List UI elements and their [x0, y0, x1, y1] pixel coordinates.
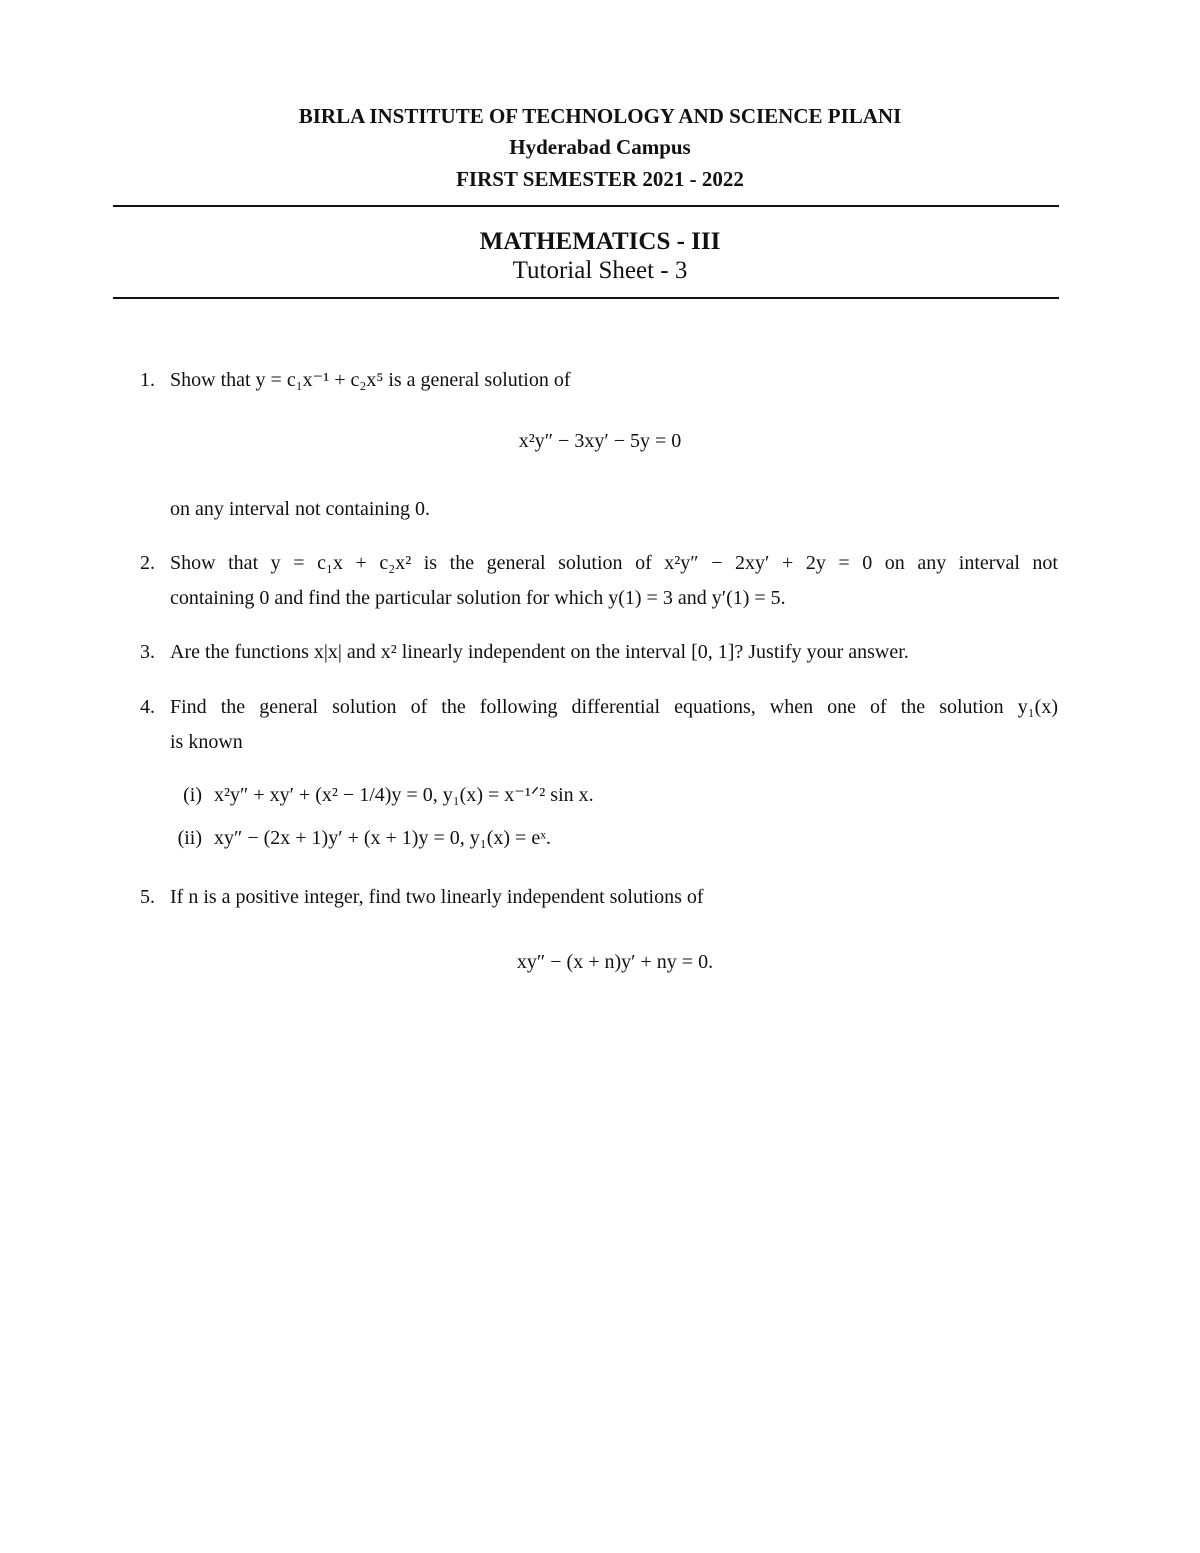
question-text: If n is a positive integer, find two linearly independent solutions of — [170, 886, 704, 908]
semester-label: FIRST SEMESTER 2021 - 2022 — [456, 167, 744, 191]
question-5-equation: xy″ − (x + n)y′ + ny = 0. — [516, 951, 714, 973]
header-divider-top — [113, 205, 1059, 207]
question-1-continuation: on any interval not containing 0. — [170, 498, 430, 520]
question-1 — [140, 363, 1058, 398]
question-4 — [140, 690, 1058, 725]
question-number: 1. — [140, 369, 155, 391]
question-number: 2. — [140, 552, 155, 574]
question-2 — [140, 546, 1058, 581]
question-4-part-ii — [166, 827, 551, 850]
question-text: Are the functions x|x| and x² linearly independent on the interval [0, 1]? Justify your answer. — [170, 641, 909, 663]
question-2-line-2: containing 0 and find the particular solution for which y(1) = 3 and y′(1) = 5. — [170, 587, 786, 609]
institute-name: BIRLA INSTITUTE OF TECHNOLOGY AND SCIENCE PILANI — [298, 104, 902, 128]
question-number: 5. — [140, 886, 155, 908]
part-label: (i) — [183, 784, 202, 806]
part-text: x²y″ + xy′ + (x² − 1/4)y = 0, y₁(x) = x⁻¹ᐟ² sin x. — [214, 784, 594, 806]
question-number: 3. — [140, 641, 155, 663]
campus-name: Hyderabad Campus — [509, 135, 691, 159]
question-1-equation: x²y″ − 3xy′ − 5y = 0 — [518, 430, 682, 452]
sheet-title: Tutorial Sheet - 3 — [512, 257, 688, 284]
part-label: (ii) — [177, 827, 202, 849]
question-5 — [140, 880, 1058, 915]
question-text-line-1: Find the general solution of the following differential equations, when one of the solution y₁(x) — [170, 696, 1058, 718]
question-3 — [140, 635, 1058, 670]
part-text: xy″ − (2x + 1)y′ + (x + 1)y = 0, y₁(x) = eˣ. — [214, 827, 551, 849]
question-text-line-1: Show that y = c₁x + c₂x² is the general solution of x²y″ − 2xy′ + 2y = 0 on any interval not — [170, 552, 1058, 574]
question-text: Show that y = c₁x⁻¹ + c₂x⁵ is a general solution of — [170, 369, 571, 391]
question-4-line-2: is known — [170, 731, 243, 753]
header-divider-bottom — [113, 297, 1059, 299]
course-title: MATHEMATICS - III — [479, 228, 721, 255]
question-4-part-i — [166, 782, 594, 807]
question-number: 4. — [140, 696, 155, 718]
